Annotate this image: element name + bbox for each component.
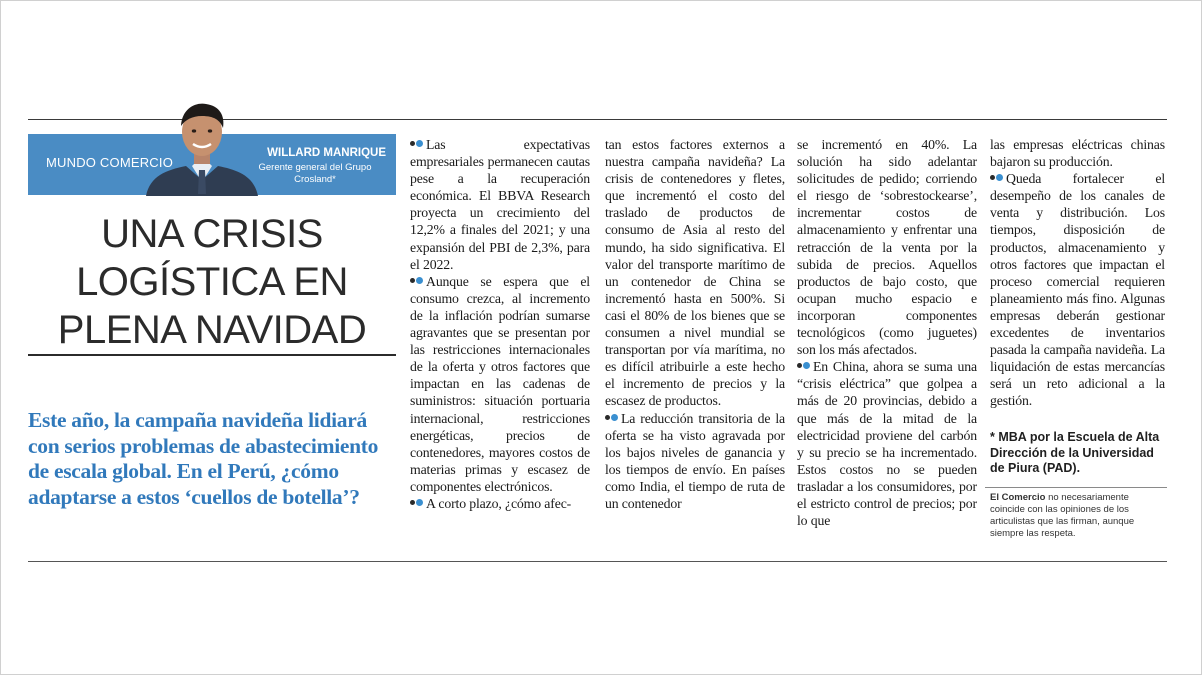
paragraph-bullet-icon (797, 362, 811, 370)
headline (28, 210, 396, 354)
headline-line-1: UNA CRISIS (101, 212, 323, 256)
paragraph-text: Queda fortalecer el desempeño de los canales de venta y distribución. Los tiempos, disposición de productos, almacenamiento y otros factores que impactan el proceso comercial requieren planeamiento más fino. Algunas empresas deberán gestionar excedentes de inventarios pasada la campaña navideña. La liquidación de estas mercancías será un reto adicional a la gestión. (990, 171, 1165, 409)
paragraph (990, 170, 1165, 409)
headline-line-3: PLENA NAVIDAD (57, 308, 367, 352)
paragraph (410, 273, 590, 495)
article-deck: Este año, la campaña navideña lidiará con serios problemas de abastecimiento de escala global. En el Perú, ¿cómo adaptarse a estos ‘cuellos de botella’? (28, 408, 379, 509)
paragraph (410, 495, 590, 512)
paragraph-text: A corto plazo, ¿cómo afec- (426, 495, 572, 511)
bottom-rule (28, 561, 1167, 562)
headline-line-2: LOGÍSTICA EN (76, 260, 348, 304)
author-bio: * MBA por la Escuela de Alta Dirección de la Universidad de Piura (PAD). (990, 430, 1160, 475)
author-name: WILLARD MANRIQUE (267, 147, 386, 159)
paragraph-text: las empresas eléctricas chinas bajaron su producción. (990, 137, 1165, 170)
headline-rule (28, 354, 396, 356)
paragraph (605, 410, 785, 513)
paragraph-text: se incrementó en 40%. La solución ha sido adelantar solicitudes de pedido; corriendo el riesgo de ‘sobrestockearse’, incrementar costos de almacenamiento y enfrentar una retracción de la venta por la subida de precios. Aquellos productos de bajo costo, que ocupan mucho espacio e incorporan componentes tecnológicos (como juguetes) son los más afectados. (797, 137, 977, 358)
author-role: Gerente general del Grupo Crosland* (258, 162, 372, 185)
article-column-3 (797, 136, 977, 529)
disclaimer-text: no necesariamente coincide con las opiniones de los articulistas que las firman, aunque siempre las respeta. (990, 492, 1135, 539)
paragraph-bullet-icon (410, 140, 424, 148)
bio-rule (985, 487, 1167, 488)
paragraph (410, 136, 590, 273)
paragraph-text: En China, ahora se suma una “crisis eléctrica” que golpea a más de 20 provincias, debido a que más de la mitad de la electricidad proviene del carbón y su precio se ha incrementado. Estos costos no se pueden trasladar a los consumidores, por el estricto control de precios; por lo que (797, 359, 977, 529)
paragraph-bullet-icon (410, 499, 424, 507)
paragraph (990, 136, 1165, 170)
paragraph (797, 136, 977, 358)
paragraph (797, 358, 977, 529)
article-column-2 (605, 136, 785, 512)
disclaimer-brand: El Comercio (990, 492, 1046, 503)
section-label: MUNDO COMERCIO (46, 155, 174, 170)
paragraph-text: Aunque se espera que el consumo crezca, al incremento de la inflación podrían sumarse agravantes que se presentan por las restricciones internacionales de la oferta y otros factores que impactan en las cadenas de suministros: situación portuaria internacional, restricciones energéticas, precios de contenedores, mayores costos de materias primas y escasez de componentes electrónicos. (410, 273, 590, 494)
paragraph-text: La reducción transitoria de la oferta se ha visto agravada por los bajos niveles de ganancia y los tiempos de envío. En países como India, el tiempo de ruta de un contenedor (605, 410, 785, 511)
paragraph-text: tan estos factores externos a nuestra campaña navideña? La crisis de contenedores y fletes, que incrementó el costo del traslado de productos de consumo de Asia al resto del mundo, ha sido significativa. El valor del transporte marítimo de un contenedor de China se incrementó hasta en 500%. Si casi el 80% de los bienes que se consumen a nivel mundial se transportan por vía marítima, no es difícil atribuirle a este hecho el incremento de precios y la escasez de productos. (605, 137, 785, 409)
article-column-1 (410, 136, 590, 512)
paragraph-bullet-icon (990, 174, 1004, 182)
paragraph (605, 136, 785, 410)
paragraph-bullet-icon (605, 414, 619, 422)
paragraph-bullet-icon (410, 277, 424, 285)
disclaimer (990, 492, 1166, 540)
article-column-4 (990, 136, 1165, 410)
paragraph-text: Las expectativas empresariales permanecen cautas pese a la recuperación económica. El BBVA Research proyecta un crecimiento del 12,2% a finales del 2021; y una expansión del PBI de 2,3%, para el 2022. (410, 137, 590, 272)
